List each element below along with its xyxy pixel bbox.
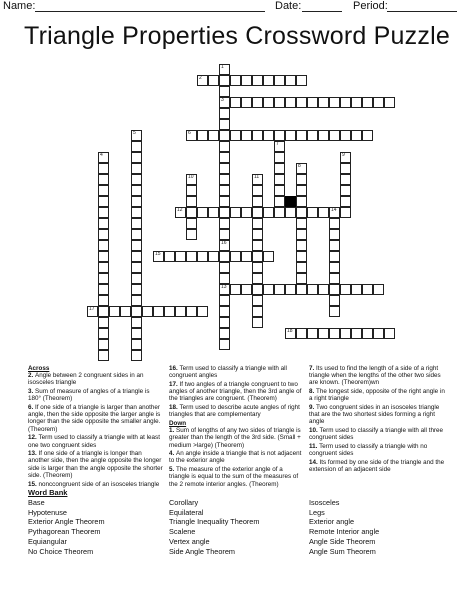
crossword-cell[interactable] — [219, 207, 230, 218]
crossword-cell[interactable] — [98, 207, 109, 218]
clue-item: 12. Term used to classify a triangle with at least one two congruent sides — [28, 434, 160, 449]
crossword-cell[interactable] — [318, 328, 329, 339]
clue-item: 5. The measure of the exterior angle of a triangle is equal to the sum of the measures of the 2 remote interior angles. (Theorem) — [169, 466, 299, 488]
crossword-cell[interactable] — [109, 306, 120, 317]
crossword-cell[interactable] — [329, 295, 340, 306]
crossword-cell[interactable] — [285, 75, 296, 86]
crossword-cell[interactable] — [98, 306, 109, 317]
clue-item: 8. The longest side, opposite of the right angle in a right triangle — [309, 388, 445, 403]
crossword-cell[interactable] — [131, 295, 142, 306]
crossword-cell[interactable] — [307, 130, 318, 141]
clue-item: 3. Sum of measure of angles of a triangle is 180° (Theorem) — [28, 388, 150, 403]
word-bank-item: Side Angle Theorem — [169, 546, 235, 556]
clue-item: 9. Two congruent sides in an isosceles triangle that are the two shortest sides forming a right angle — [309, 404, 440, 426]
crossword-cell[interactable] — [98, 163, 109, 174]
crossword-cell[interactable] — [252, 273, 263, 284]
word-bank-item: Legs — [309, 507, 325, 517]
crossword-cell[interactable] — [307, 284, 318, 295]
clue-item: 16. Term used to classify a triangle with all congruent angles — [169, 365, 287, 380]
crossword-cell[interactable] — [241, 207, 252, 218]
clue-number: 13 — [221, 284, 227, 290]
period-field[interactable] — [387, 11, 457, 12]
word-bank-item: Base — [28, 498, 45, 507]
word-bank-item: Exterior angle — [309, 517, 355, 527]
crossword-cell[interactable] — [296, 75, 307, 86]
clue-number: 16 — [221, 240, 227, 246]
crossword-cell[interactable] — [186, 229, 197, 240]
crossword-cell[interactable] — [219, 229, 230, 240]
crossword-cell[interactable] — [252, 97, 263, 108]
crossword-cell[interactable] — [208, 251, 219, 262]
crossword-cell[interactable] — [285, 328, 296, 339]
date-field[interactable] — [302, 11, 342, 12]
crossword-cell[interactable] — [219, 339, 230, 350]
crossword-cell[interactable] — [285, 207, 296, 218]
clue-item: 6. If one side of a triangle is larger than another angle, then the side opposite the larger angle is longer than the side opposite the smaller angle. (Theorem) — [28, 404, 161, 433]
crossword-cell[interactable] — [263, 207, 274, 218]
crossword-cell[interactable] — [318, 97, 329, 108]
crossword-cell[interactable] — [98, 218, 109, 229]
crossword-cell[interactable] — [274, 207, 285, 218]
crossword-cell[interactable] — [362, 284, 373, 295]
crossword-cell[interactable] — [131, 240, 142, 251]
crossword-cell[interactable] — [98, 185, 109, 196]
crossword-cell[interactable] — [131, 262, 142, 273]
word-bank-item: Pythagorean Theorem — [28, 527, 101, 537]
crossword-cell[interactable] — [197, 75, 208, 86]
crossword-cell[interactable] — [296, 262, 307, 273]
crossword-cell[interactable] — [296, 218, 307, 229]
crossword-cell[interactable] — [98, 152, 109, 163]
word-bank-item: Hypotenuse — [28, 507, 67, 517]
crossword-cell[interactable] — [329, 207, 340, 218]
crossword-cell[interactable] — [219, 130, 230, 141]
crossword-cell[interactable] — [230, 284, 241, 295]
crossword-cell[interactable] — [186, 218, 197, 229]
crossword-cell[interactable] — [252, 262, 263, 273]
crossword-cell[interactable] — [219, 317, 230, 328]
crossword-cell[interactable] — [131, 273, 142, 284]
across-heading: Across — [28, 365, 50, 372]
clue-item: 13. If one side of a triangle is longer than another side, then the angle opposite the longer side is larger than the angle opposite the shorter side. (Theorem) — [28, 450, 163, 479]
crossword-cell[interactable] — [285, 97, 296, 108]
crossword-cell[interactable] — [219, 108, 230, 119]
clue-number: 14 — [331, 207, 337, 213]
word-bank-col1 — [28, 498, 105, 556]
crossword-cell[interactable] — [164, 251, 175, 262]
header — [0, 0, 474, 14]
clue-item: 10. Term used to classify a triangle with all three congruent sides — [309, 427, 444, 442]
word-bank-title: Word Bank — [28, 488, 68, 497]
crossword-cell[interactable] — [318, 130, 329, 141]
crossword-cell[interactable] — [340, 130, 351, 141]
crossword-cell[interactable] — [230, 130, 241, 141]
clue-number: 4 — [100, 152, 103, 158]
crossword-cell[interactable] — [296, 207, 307, 218]
period-label: Period: — [353, 0, 388, 12]
crossword-cell[interactable] — [274, 152, 285, 163]
crossword-cell[interactable] — [340, 152, 351, 163]
clue-item: 18. Term used to describe acute angles of right triangles that are complementary — [169, 404, 300, 419]
crossword-cell[interactable] — [175, 251, 186, 262]
clue-item: 7. Its used to find the length of a side of a right triangle when the lengths of the other two sides are known. (Theorem)wn — [309, 365, 441, 387]
crossword-cell[interactable] — [340, 163, 351, 174]
crossword-cell[interactable] — [241, 75, 252, 86]
crossword-cell[interactable] — [98, 339, 109, 350]
crossword-cell[interactable] — [285, 130, 296, 141]
crossword-cell[interactable] — [131, 218, 142, 229]
word-bank-col3 — [309, 498, 379, 556]
clue-number: 17 — [89, 306, 95, 312]
clue-number: 12 — [177, 207, 183, 213]
crossword-cell[interactable] — [98, 174, 109, 185]
word-bank-item: Exterior Angle Theorem — [28, 517, 105, 527]
crossword-cell[interactable] — [329, 229, 340, 240]
crossword-cell[interactable] — [252, 75, 263, 86]
crossword-cell[interactable] — [274, 141, 285, 152]
crossword-cell[interactable] — [252, 174, 263, 185]
crossword-cell[interactable] — [340, 97, 351, 108]
crossword-cell[interactable] — [307, 207, 318, 218]
crossword-cell[interactable] — [285, 284, 296, 295]
crossword-cell[interactable] — [219, 152, 230, 163]
page-title: Triangle Properties Crossword Puzzle — [24, 22, 450, 50]
crossword-cell[interactable] — [263, 75, 274, 86]
crossword-cell[interactable] — [274, 75, 285, 86]
crossword-cell[interactable] — [252, 240, 263, 251]
blocked-cell — [285, 196, 296, 207]
crossword-cell[interactable] — [252, 295, 263, 306]
crossword-cell[interactable] — [329, 240, 340, 251]
clues-col1 — [28, 365, 163, 489]
crossword-cell[interactable] — [329, 251, 340, 262]
clue-number: 15 — [155, 251, 161, 257]
crossword-cell[interactable] — [186, 130, 197, 141]
word-bank-item: Vertex angle — [169, 536, 210, 546]
crossword-cell[interactable] — [197, 306, 208, 317]
crossword-cell[interactable] — [384, 328, 395, 339]
name-field[interactable] — [35, 11, 265, 12]
crossword-cell[interactable] — [296, 185, 307, 196]
crossword-cell[interactable] — [318, 284, 329, 295]
crossword-cell[interactable] — [230, 207, 241, 218]
clue-item: 11. Term used to classify a triangle with no congruent sides — [309, 443, 428, 458]
crossword-cell[interactable] — [230, 75, 241, 86]
crossword-cell[interactable] — [263, 284, 274, 295]
clue-item: 2. Angle between 2 congruent sides in an isosceles triangle — [28, 372, 144, 387]
word-bank-item: Triangle Inequality Theorem — [169, 517, 260, 527]
crossword-cell[interactable] — [329, 273, 340, 284]
crossword-cell[interactable] — [131, 196, 142, 207]
crossword-cell[interactable] — [164, 306, 175, 317]
word-bank-item: Angle Side Theorem — [309, 536, 376, 546]
crossword-cell[interactable] — [274, 174, 285, 185]
crossword-cell[interactable] — [219, 284, 230, 295]
crossword-cell[interactable] — [131, 350, 142, 361]
clue-number: 7 — [276, 141, 279, 147]
crossword-cell[interactable] — [230, 97, 241, 108]
crossword-cell[interactable] — [98, 196, 109, 207]
crossword-cell[interactable] — [373, 328, 384, 339]
word-bank-item: Equilateral — [169, 507, 204, 517]
crossword-cell[interactable] — [131, 317, 142, 328]
clue-item: 4. An angle inside a triangle that is not adjacent to the exterior angle — [169, 450, 302, 465]
clues-col3 — [309, 365, 445, 475]
word-bank-item: Isosceles — [309, 498, 340, 507]
crossword-cell[interactable] — [175, 306, 186, 317]
crossword-cell[interactable] — [274, 185, 285, 196]
crossword-cell[interactable] — [329, 306, 340, 317]
crossword-cell[interactable] — [219, 273, 230, 284]
crossword-cell[interactable] — [219, 328, 230, 339]
crossword-cell[interactable] — [120, 306, 131, 317]
crossword-cell[interactable] — [252, 185, 263, 196]
clue-number: 11 — [254, 174, 260, 180]
crossword-cell[interactable] — [241, 130, 252, 141]
crossword-cell[interactable] — [252, 317, 263, 328]
crossword-cell[interactable] — [329, 284, 340, 295]
crossword-cell[interactable] — [98, 229, 109, 240]
crossword-cell[interactable] — [263, 251, 274, 262]
word-bank-item: Remote Interior angle — [309, 527, 380, 537]
crossword-cell[interactable] — [131, 251, 142, 262]
crossword-cell[interactable] — [373, 97, 384, 108]
crossword-cell[interactable] — [362, 328, 373, 339]
crossword-cell[interactable] — [131, 163, 142, 174]
crossword-cell[interactable] — [131, 185, 142, 196]
word-bank-item: Angle Sum Theorem — [309, 546, 376, 556]
clue-number: 9 — [342, 152, 345, 158]
crossword-cell[interactable] — [98, 240, 109, 251]
crossword-cell[interactable] — [98, 295, 109, 306]
clue-number: 2 — [199, 75, 202, 81]
crossword-cell[interactable] — [131, 306, 142, 317]
crossword-cell[interactable] — [219, 185, 230, 196]
crossword-cell[interactable] — [131, 229, 142, 240]
crossword-cell[interactable] — [252, 207, 263, 218]
crossword-cell[interactable] — [296, 174, 307, 185]
crossword-cell[interactable] — [98, 273, 109, 284]
crossword-cell[interactable] — [219, 75, 230, 86]
crossword-cell[interactable] — [131, 174, 142, 185]
crossword-cell[interactable] — [142, 306, 153, 317]
crossword-cell[interactable] — [131, 207, 142, 218]
crossword-cell[interactable] — [329, 328, 340, 339]
crossword-cell[interactable] — [186, 207, 197, 218]
crossword-cell[interactable] — [252, 130, 263, 141]
crossword-cell[interactable] — [351, 284, 362, 295]
crossword-cell[interactable] — [98, 251, 109, 262]
crossword-cell[interactable] — [362, 130, 373, 141]
crossword-cell[interactable] — [153, 251, 164, 262]
crossword-cell[interactable] — [252, 218, 263, 229]
crossword-cell[interactable] — [329, 262, 340, 273]
crossword-cell[interactable] — [219, 141, 230, 152]
crossword-cell[interactable] — [296, 163, 307, 174]
crossword-cell[interactable] — [296, 97, 307, 108]
crossword-cell[interactable] — [219, 262, 230, 273]
crossword-cell[interactable] — [219, 295, 230, 306]
crossword-cell[interactable] — [197, 130, 208, 141]
clue-number: 18 — [287, 328, 293, 334]
crossword-cell[interactable] — [296, 273, 307, 284]
crossword-cell[interactable] — [131, 328, 142, 339]
crossword-cell[interactable] — [351, 328, 362, 339]
crossword-cell[interactable] — [219, 119, 230, 130]
crossword-cell[interactable] — [241, 284, 252, 295]
crossword-cell[interactable] — [98, 262, 109, 273]
crossword-cell[interactable] — [131, 339, 142, 350]
crossword-cell[interactable] — [98, 328, 109, 339]
crossword-cell[interactable] — [219, 251, 230, 262]
crossword-cell[interactable] — [252, 196, 263, 207]
crossword-cell[interactable] — [208, 207, 219, 218]
crossword-cell[interactable] — [252, 284, 263, 295]
crossword-cell[interactable] — [219, 86, 230, 97]
crossword-cell[interactable] — [329, 218, 340, 229]
clue-item: 17. If two angles of a triangle congruent to two angles of another triangle, then the 3rd angle of the triangles are congruent. (Theorem) — [169, 380, 302, 403]
crossword-cell[interactable] — [274, 130, 285, 141]
crossword-cell[interactable] — [219, 163, 230, 174]
crossword-cell[interactable] — [186, 174, 197, 185]
crossword-cell[interactable] — [186, 196, 197, 207]
clue-number: 10 — [188, 174, 194, 180]
crossword-cell[interactable] — [208, 75, 219, 86]
crossword-cell[interactable] — [274, 163, 285, 174]
crossword-cell[interactable] — [296, 196, 307, 207]
crossword-cell[interactable] — [274, 97, 285, 108]
word-bank-item: Scalene — [169, 527, 196, 537]
crossword-cell[interactable] — [219, 64, 230, 75]
crossword-cell[interactable] — [307, 97, 318, 108]
crossword-cell[interactable] — [131, 152, 142, 163]
crossword-cell[interactable] — [296, 229, 307, 240]
name-label: Name: — [3, 0, 36, 12]
crossword-cell[interactable] — [241, 97, 252, 108]
crossword-cell[interactable] — [351, 97, 362, 108]
crossword-cell[interactable] — [252, 229, 263, 240]
crossword-cell[interactable] — [197, 207, 208, 218]
crossword-cell[interactable] — [131, 130, 142, 141]
clue-number: 8 — [298, 163, 301, 169]
crossword-cell[interactable] — [186, 185, 197, 196]
word-bank-item: Corollary — [169, 498, 199, 507]
crossword-cell[interactable] — [197, 251, 208, 262]
clue-item: 1. Sum of lengths of any two sides of triangle is greater than the length of the 3rd side. (Small + medium >large) (Theorem) — [169, 427, 301, 449]
crossword-cell[interactable] — [373, 284, 384, 295]
crossword-cell[interactable] — [318, 207, 329, 218]
down-heading: Down — [169, 419, 187, 427]
crossword-cell[interactable] — [208, 130, 219, 141]
crossword-cell[interactable] — [340, 207, 351, 218]
clue-item: 15. nonccongruent side of an isosceles triangle — [28, 480, 160, 488]
crossword-cell[interactable] — [175, 207, 186, 218]
crossword-cell[interactable] — [307, 328, 318, 339]
crossword-cell[interactable] — [219, 174, 230, 185]
crossword-cell[interactable] — [98, 350, 109, 361]
crossword-cell[interactable] — [362, 97, 373, 108]
crossword-cell[interactable] — [296, 284, 307, 295]
date-label: Date: — [275, 0, 302, 12]
crossword-cell[interactable] — [340, 196, 351, 207]
clue-item: 14. Its formed by one side of the triangle and the extension of an adjacent side — [309, 458, 445, 474]
clues-col2 — [169, 365, 304, 489]
crossword-cell[interactable] — [186, 306, 197, 317]
crossword-cell[interactable] — [98, 284, 109, 295]
crossword-cell[interactable] — [384, 97, 395, 108]
clue-number: 5 — [133, 130, 136, 136]
crossword-cell[interactable] — [296, 328, 307, 339]
crossword-cell[interactable] — [219, 306, 230, 317]
clue-number: 1 — [221, 64, 224, 70]
crossword-cell[interactable] — [219, 196, 230, 207]
word-bank-col2 — [169, 498, 259, 556]
crossword-cell[interactable] — [131, 141, 142, 152]
crossword-cell[interactable] — [87, 306, 98, 317]
crossword-cell[interactable] — [296, 130, 307, 141]
word-bank-item: Equiangular — [28, 536, 67, 546]
crossword-cell[interactable] — [274, 196, 285, 207]
crossword-cell[interactable] — [340, 284, 351, 295]
crossword-cell[interactable] — [263, 97, 274, 108]
crossword-cell[interactable] — [219, 218, 230, 229]
crossword-cell[interactable] — [252, 306, 263, 317]
crossword-cell[interactable] — [131, 284, 142, 295]
crossword-cell[interactable] — [263, 130, 274, 141]
crossword-cell[interactable] — [98, 317, 109, 328]
crossword-cell[interactable] — [219, 97, 230, 108]
clue-number: 3 — [221, 97, 224, 103]
crossword-cell[interactable] — [329, 97, 340, 108]
crossword-cell[interactable] — [340, 328, 351, 339]
crossword-cell[interactable] — [296, 240, 307, 251]
crossword-cell[interactable] — [230, 251, 241, 262]
crossword-cell[interactable] — [241, 251, 252, 262]
crossword-cell[interactable] — [274, 284, 285, 295]
crossword-cell[interactable] — [219, 240, 230, 251]
clue-number: 6 — [188, 130, 191, 136]
crossword-cell[interactable] — [186, 251, 197, 262]
crossword-cell[interactable] — [340, 185, 351, 196]
crossword-cell[interactable] — [340, 174, 351, 185]
crossword-cell[interactable] — [351, 130, 362, 141]
crossword-cell[interactable] — [153, 306, 164, 317]
crossword-cell[interactable] — [252, 251, 263, 262]
crossword-cell[interactable] — [329, 130, 340, 141]
crossword-cell[interactable] — [296, 251, 307, 262]
word-bank-item: No Choice Theorem — [28, 546, 94, 556]
